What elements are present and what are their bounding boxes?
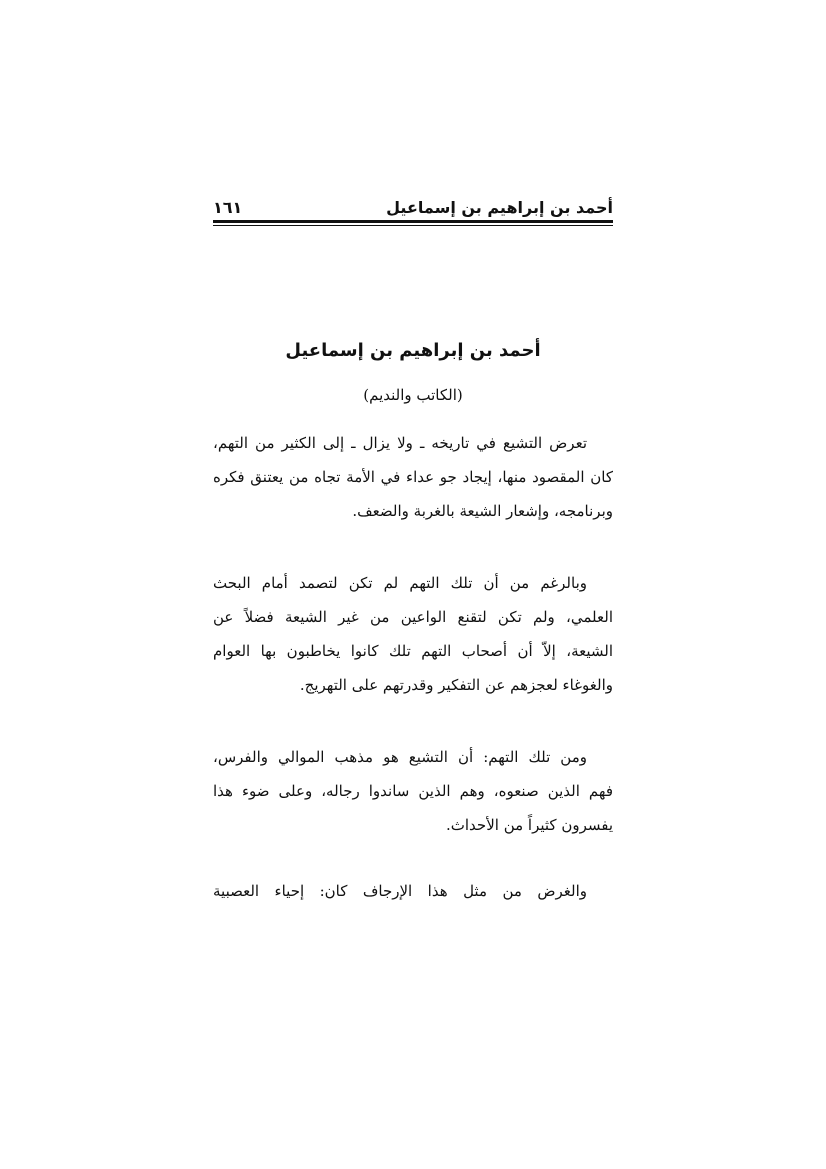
page-number: ١٦١ bbox=[213, 197, 243, 217]
paragraph-line: تعرض التشيع في تاريخه ـ ولا يزال ـ إلى الكثير من التهم، bbox=[213, 434, 587, 452]
paragraph-line: ومن تلك التهم: أن التشيع هو مذهب الموالي والفرس، bbox=[213, 748, 587, 766]
paragraph-line: والغوغاء لعجزهم عن التفكير وقدرتهم على التهريج. bbox=[299, 676, 613, 694]
paragraph-line: فهم الذين صنعوه، وهم الذين ساندوا رجاله، وعلى ضوء هذا bbox=[213, 782, 613, 800]
paragraph-line: العلمي، ولم تكن لتقنع الواعين من غير الشيعة فضلاً عن bbox=[213, 608, 613, 626]
header-rule bbox=[213, 220, 613, 223]
header-rule-thin bbox=[213, 225, 613, 226]
paragraph-line: الشيعة، إلاّ أن أصحاب التهم تلك كانوا يخاطبون بها العوام bbox=[213, 642, 613, 660]
paragraph-line: وبرنامجه، وإشعار الشيعة بالغربة والضعف. bbox=[352, 502, 613, 520]
running-header bbox=[213, 196, 613, 218]
chapter-title: أحمد بن إبراهيم بن إسماعيل bbox=[285, 340, 541, 361]
paragraph-4 bbox=[213, 874, 613, 908]
paragraph-line: والغرض من مثل هذا الإرجاف كان: إحياء العصبية bbox=[213, 882, 587, 900]
paragraph-line: يفسرون كثيراً من الأحداث. bbox=[446, 816, 613, 834]
paragraph-3 bbox=[213, 740, 613, 842]
paragraph-2 bbox=[213, 566, 613, 702]
chapter-subtitle: (الكاتب والنديم) bbox=[363, 386, 463, 404]
header-title: أحمد بن إبراهيم بن إسماعيل bbox=[386, 197, 613, 217]
paragraph-line: كان المقصود منها، إيجاد جو عداء في الأمة تجاه من يعتنق فكره bbox=[213, 468, 613, 486]
paragraph-1 bbox=[213, 426, 613, 528]
paragraph-line: وبالرغم من أن تلك التهم لم تكن لتصمد أمام البحث bbox=[213, 574, 587, 592]
